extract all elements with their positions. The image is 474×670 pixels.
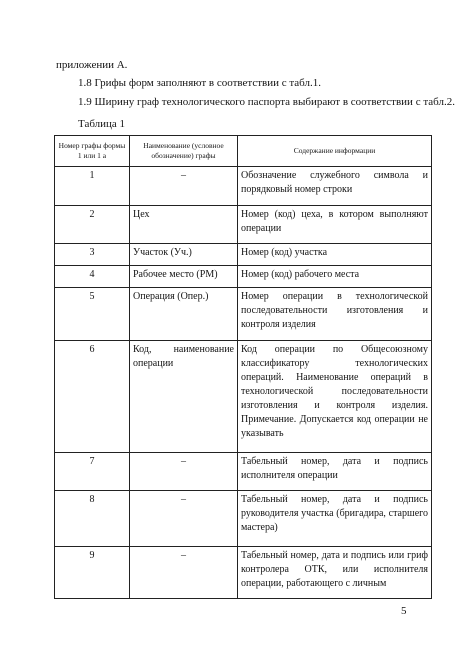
row-content: Номер (код) цеха, в котором выполняют операции bbox=[238, 206, 432, 244]
row-content: Обозначение служебного символа и порядковый номер строки bbox=[238, 167, 432, 206]
row-name: – bbox=[130, 491, 238, 547]
table-row bbox=[55, 341, 432, 453]
row-number: 5 bbox=[55, 288, 130, 341]
table-row bbox=[55, 491, 432, 547]
row-content: Табельный номер, дата и подпись руководителя участка (бригадира, старшего мастера) bbox=[238, 491, 432, 547]
table-row bbox=[55, 453, 432, 491]
row-name: – bbox=[130, 167, 238, 206]
row-content: Номер (код) рабочего места bbox=[238, 266, 432, 288]
row-number: 6 bbox=[55, 341, 130, 453]
row-name: – bbox=[130, 453, 238, 491]
row-name: Операция (Опер.) bbox=[130, 288, 238, 341]
table-row bbox=[55, 206, 432, 244]
row-number: 1 bbox=[55, 167, 130, 206]
row-name: Цех bbox=[130, 206, 238, 244]
paragraph-1-9: 1.9 Ширину граф технологического паспорта выбирают в соответствии с табл.2. bbox=[78, 96, 455, 108]
row-number: 2 bbox=[55, 206, 130, 244]
table-header-row bbox=[55, 136, 432, 167]
row-number: 7 bbox=[55, 453, 130, 491]
row-content: Номер операции в технологической последовательности изготовления и контроля изделия bbox=[238, 288, 432, 341]
table-1 bbox=[54, 135, 432, 599]
paragraph-continuation: приложении А. bbox=[56, 59, 128, 71]
row-name: Участок (Уч.) bbox=[130, 244, 238, 266]
header-column-content: Содержание информации bbox=[238, 136, 432, 167]
table-row bbox=[55, 288, 432, 341]
row-number: 8 bbox=[55, 491, 130, 547]
table-caption: Таблица 1 bbox=[78, 118, 126, 130]
header-column-number: Номер графы формы 1 или 1 а bbox=[55, 136, 130, 167]
row-number: 9 bbox=[55, 547, 130, 599]
row-name: Код, наименование операции bbox=[130, 341, 238, 453]
row-name: – bbox=[130, 547, 238, 599]
page-number: 5 bbox=[401, 605, 407, 617]
row-content: Код операции по Общесоюзному классификатору технологических операций. Наименование операций в технологической последовательности изготовления и контроля изделия. Примечание. Допускается код операции не указывать bbox=[238, 341, 432, 453]
paragraph-1-8: 1.8 Грифы форм заполняют в соответствии с табл.1. bbox=[78, 77, 321, 89]
table-row bbox=[55, 266, 432, 288]
table-row bbox=[55, 167, 432, 206]
row-content: Номер (код) участка bbox=[238, 244, 432, 266]
table-row bbox=[55, 547, 432, 599]
row-number: 4 bbox=[55, 266, 130, 288]
row-content: Табельный номер, дата и подпись исполнителя операции bbox=[238, 453, 432, 491]
row-name: Рабочее место (РМ) bbox=[130, 266, 238, 288]
row-number: 3 bbox=[55, 244, 130, 266]
header-column-name: Наименование (условное обозначение) графы bbox=[130, 136, 238, 167]
table-row bbox=[55, 244, 432, 266]
row-content: Табельный номер, дата и подпись или гриф контролера ОТК, или исполнителя операции, работающего с личным bbox=[238, 547, 432, 599]
